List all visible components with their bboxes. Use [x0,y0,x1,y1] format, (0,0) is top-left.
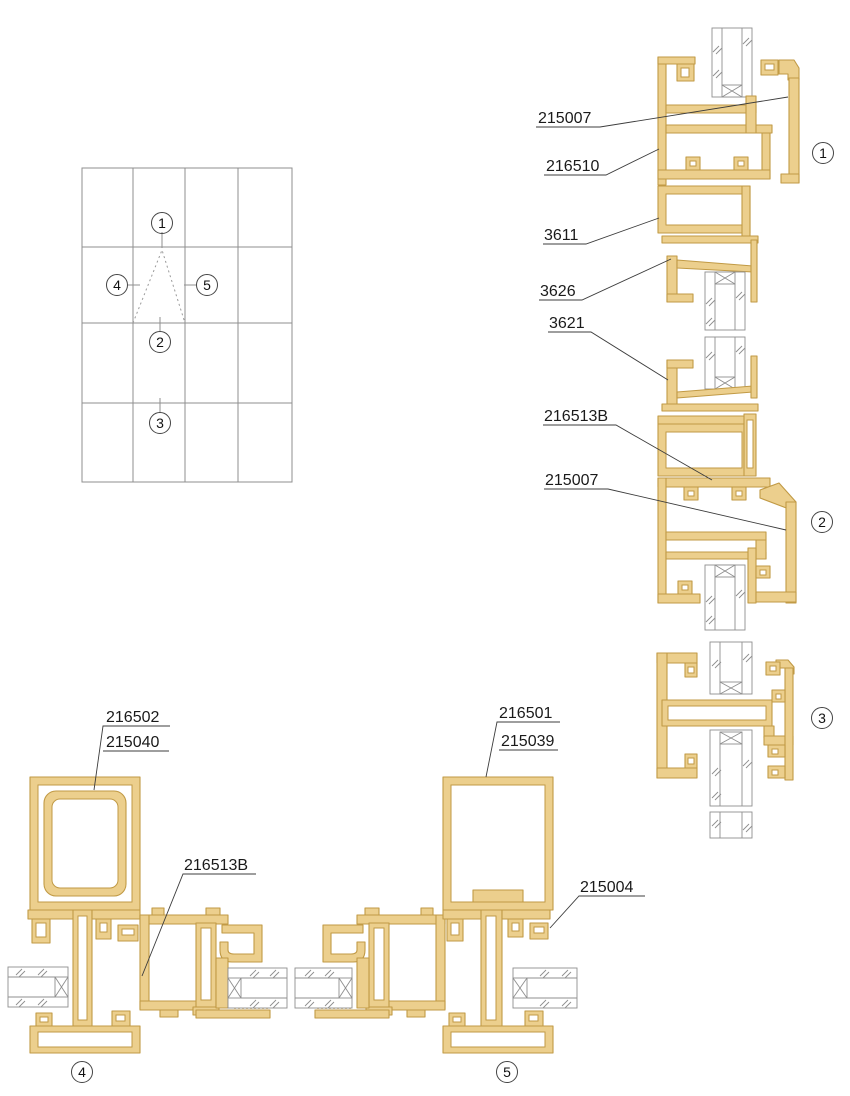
glass-unit [710,642,752,694]
section-marker-5: 5 [496,1061,518,1083]
part-label: 216513B [544,408,609,425]
glass-unit [705,337,745,389]
section-2-drawing [658,337,796,630]
glass-unit [8,967,68,1007]
glass-unit [705,565,745,630]
part-label: 216510 [546,158,600,175]
part-label: 215004 [580,879,634,896]
part-label: 216502 [106,709,160,726]
glass-unit [712,28,752,97]
part-label: 215007 [538,110,592,127]
part-label: 3621 [549,315,585,332]
sash-profile [658,404,758,476]
elevation-grid [82,168,292,482]
marker-circle-2: 2 [149,331,171,353]
part-label: 216513B [184,857,249,874]
sash-profile [658,186,758,243]
part-label: 3611 [544,227,579,244]
glass-unit [513,968,577,1008]
mullion-box-profile [28,777,140,1053]
section-5-drawing [295,777,577,1053]
marker-circle-5: 5 [196,274,218,296]
part-label: 216501 [499,705,553,722]
section-4-drawing [8,777,287,1053]
section-marker-4: 4 [71,1061,93,1083]
section-marker-3: 3 [811,707,833,729]
marker-circle-4: 4 [106,274,128,296]
glass-unit [295,968,352,1008]
glass-unit [228,968,287,1008]
section-3-drawing [657,642,794,838]
section-marker-1: 1 [812,142,834,164]
section-marker-2: 2 [811,511,833,533]
part-label: 215040 [106,734,160,751]
mullion-box-profile [443,777,553,1053]
part-label: 3626 [540,283,576,300]
part-label: 215007 [545,472,599,489]
glass-unit [710,730,752,838]
part-label: 215039 [501,733,555,750]
section-1-drawing [658,28,799,330]
marker-circle-1: 1 [151,212,173,234]
marker-circle-3: 3 [149,412,171,434]
glass-unit [705,272,745,330]
